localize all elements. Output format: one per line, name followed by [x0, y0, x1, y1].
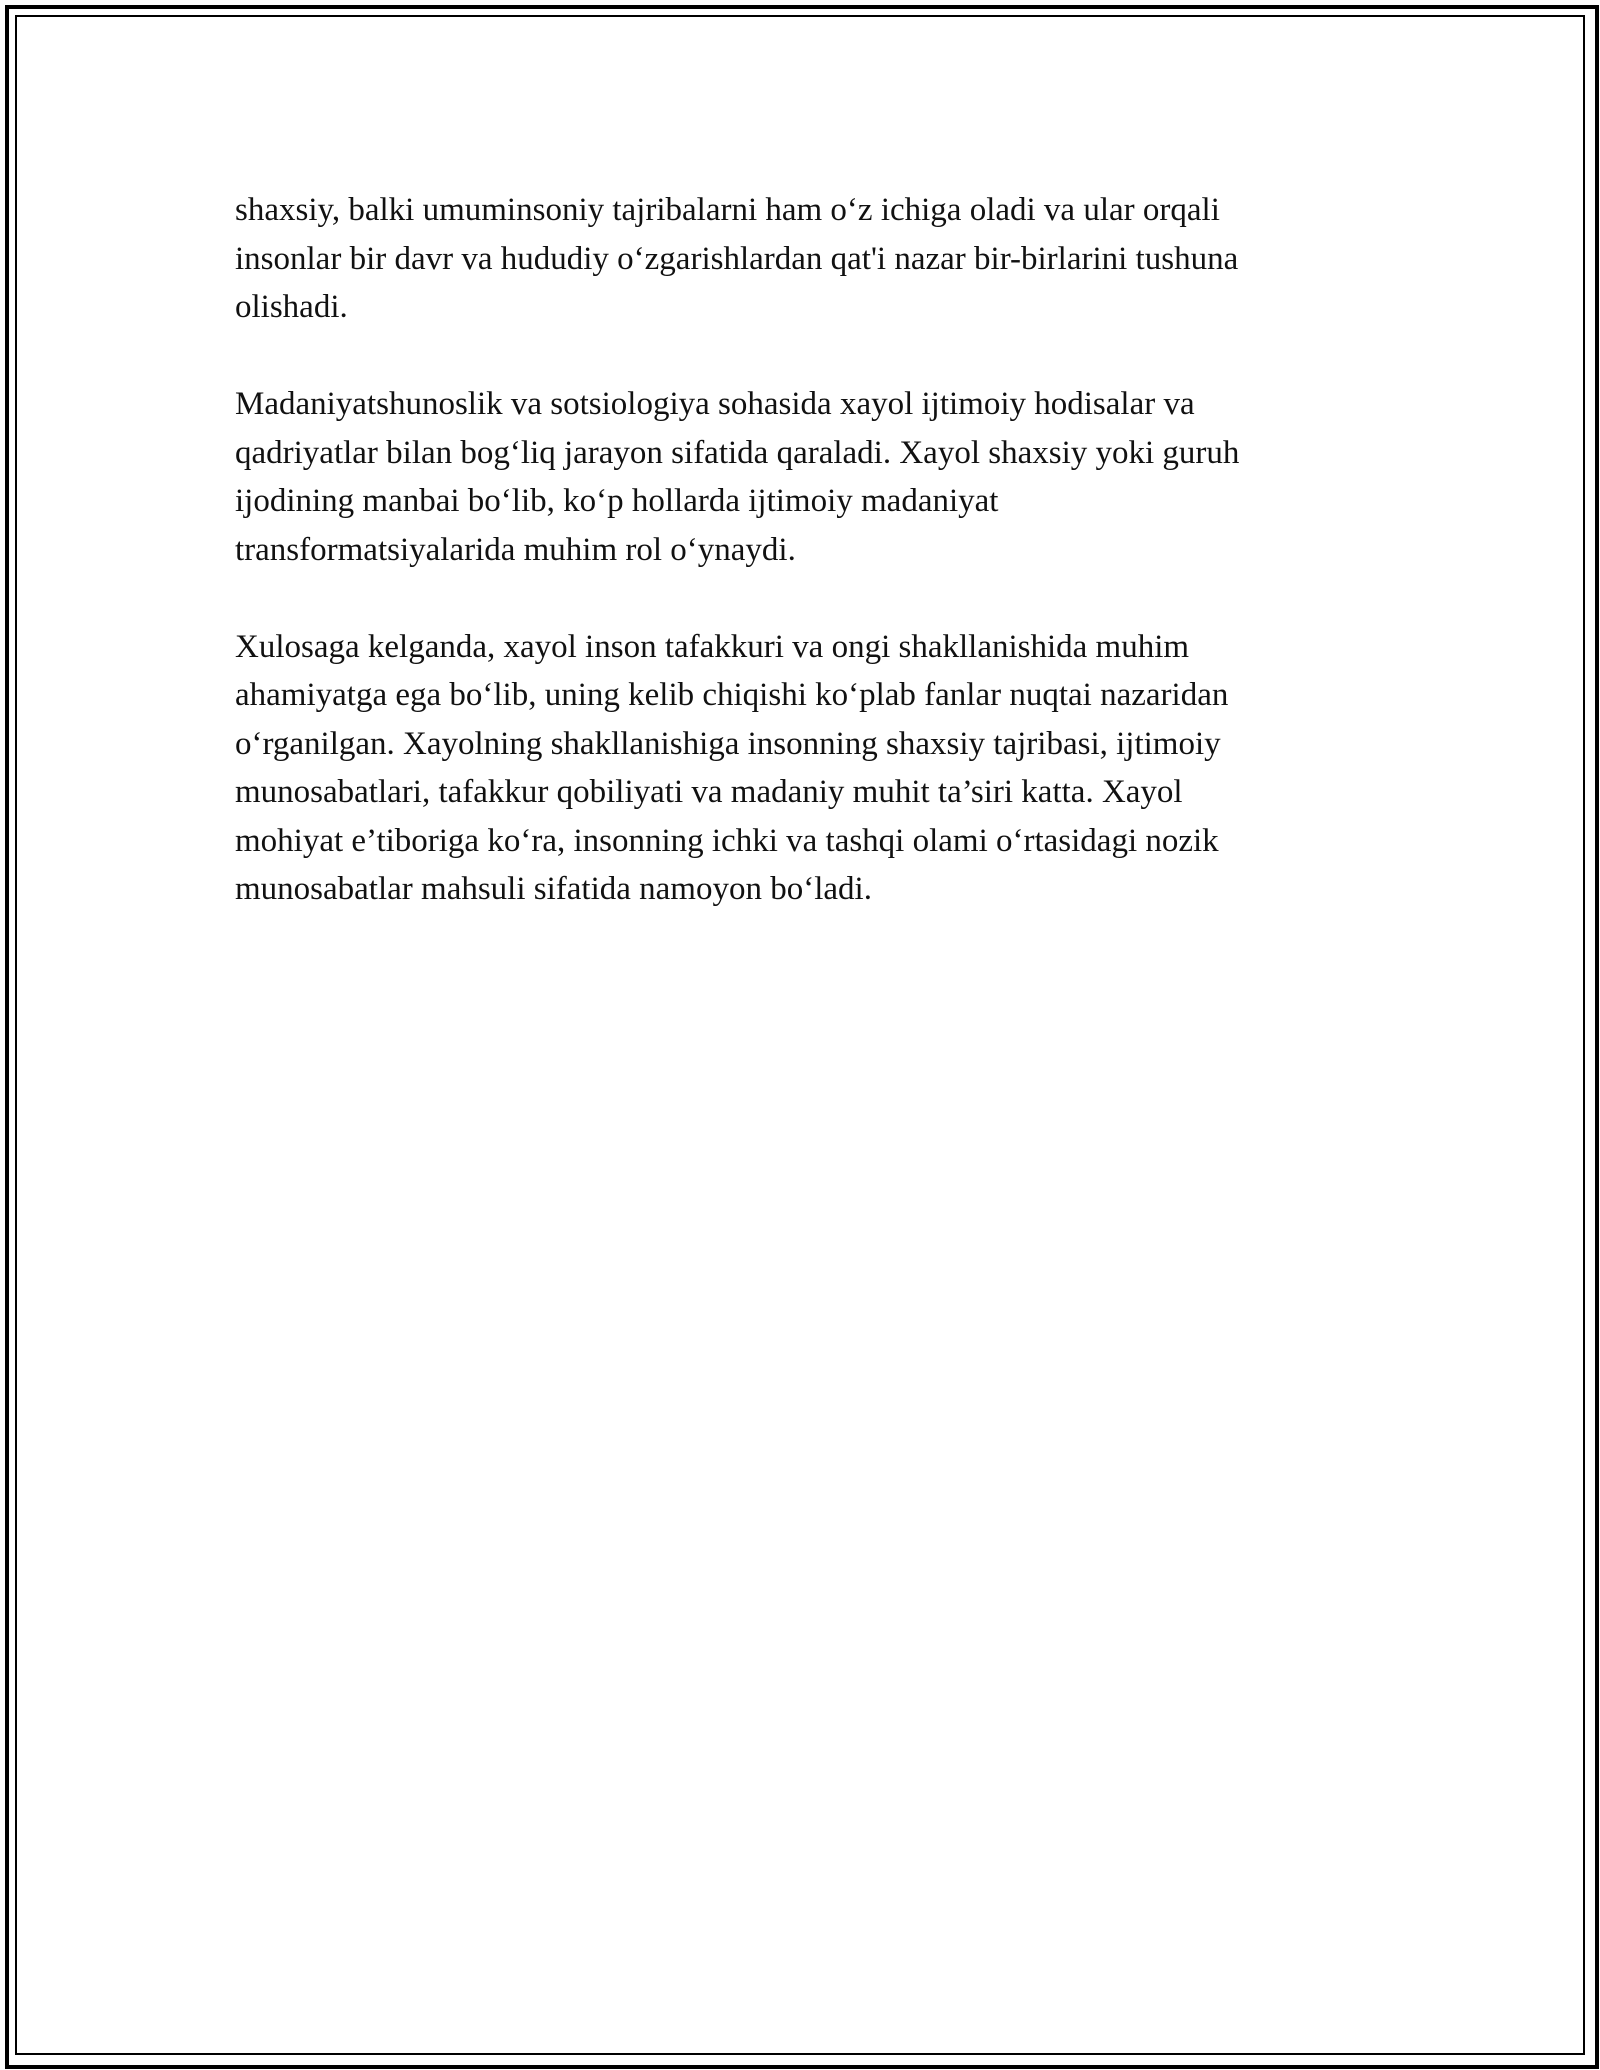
text-line: insonlar bir davr va hududiy o‘zgarishlardan qat'i nazar bir-birlarini tushuna [235, 240, 1239, 277]
text-line: transformatsiyalarida muhim rol o‘ynaydi. [235, 531, 796, 568]
paragraph-3 [235, 623, 1365, 914]
text-line: shaxsiy, balki umuminsoniy tajribalarni ham o‘z ichiga oladi va ular orqali [235, 192, 1220, 228]
paragraph-1 [235, 186, 1365, 332]
text-line: qadriyatlar bilan bog‘liq jarayon sifatida qaraladi. Xayol shaxsiy yoki guruh [235, 434, 1240, 471]
text-line: munosabatlari, tafakkur qobiliyati va madaniy muhit ta’siri katta. Xayol [235, 774, 1183, 810]
text-line: Madaniyatshunoslik va sotsiologiya sohasida xayol ijtimoiy hodisalar va [235, 386, 1195, 422]
text-line: mohiyat e’tiboriga ko‘ra, insonning ichki va tashqi olami o‘rtasidagi nozik [235, 822, 1219, 859]
document-body [235, 186, 1365, 962]
text-line: munosabatlar mahsuli sifatida namoyon bo‘ladi. [235, 871, 872, 907]
text-line: o‘rganilgan. Xayolning shakllanishiga insonning shaxsiy tajribasi, ijtimoiy [235, 725, 1221, 762]
text-line: ahamiyatga ega bo‘lib, uning kelib chiqishi ko‘plab fanlar nuqtai nazaridan [235, 677, 1229, 713]
text-line: olishadi. [235, 289, 348, 325]
text-line: ijodining manbai bo‘lib, ko‘p hollarda ijtimoiy madaniyat [235, 483, 999, 519]
paragraph-2 [235, 380, 1365, 574]
text-line: Xulosaga kelganda, xayol inson tafakkuri va ongi shakllanishida muhim [235, 628, 1190, 665]
